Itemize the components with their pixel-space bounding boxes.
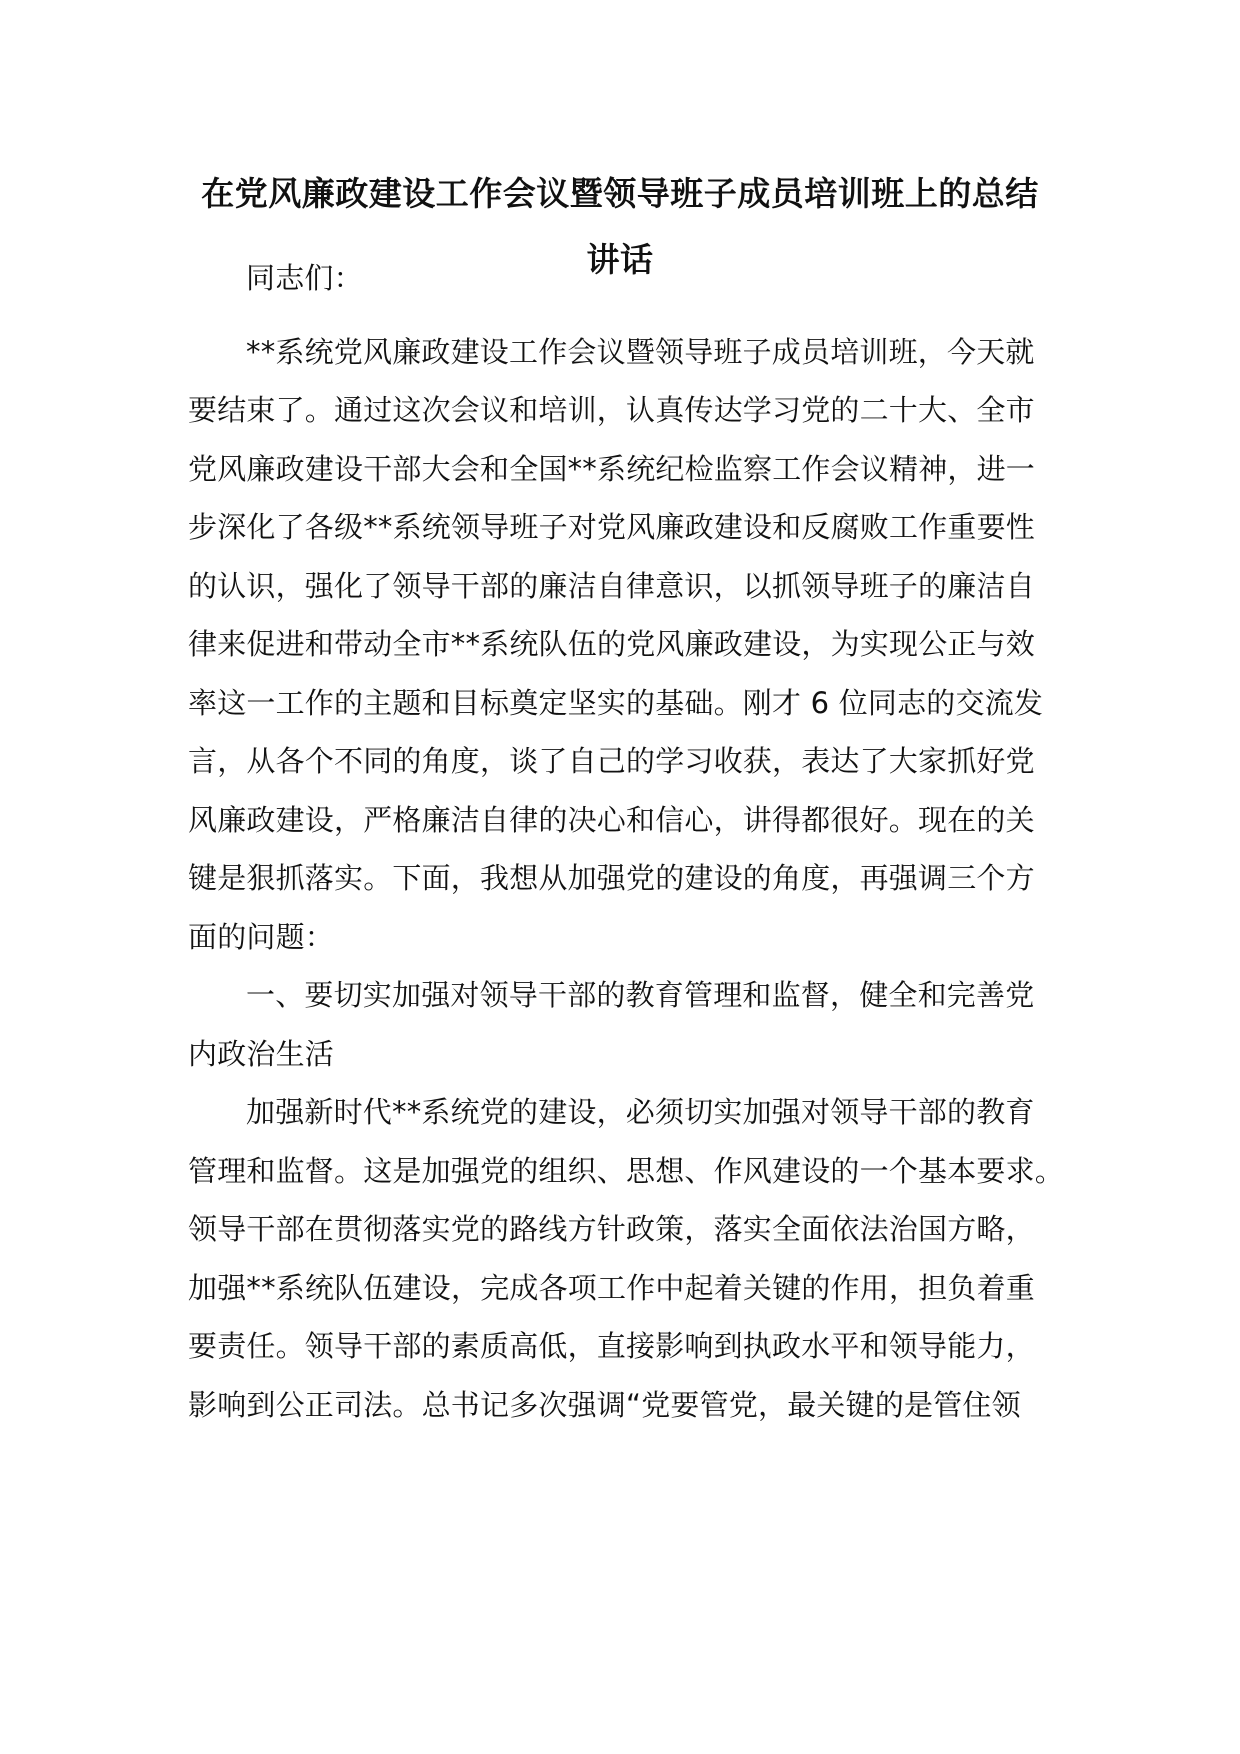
body-line: 同志们： (246, 261, 363, 295)
body-line: 影响到公正司法。总书记多次强调“党要管党，最关键的是管住领 (188, 1388, 1021, 1422)
body-line: 风廉政建设，严格廉洁自律的决心和信心，讲得都很好。现在的关 (188, 803, 1035, 837)
body-line: 的认识，强化了领导干部的廉洁自律意识，以抓领导班子的廉洁自 (188, 569, 1035, 603)
body-line: 加强**系统队伍建设，完成各项工作中起着关键的作用，担负着重 (188, 1271, 1036, 1305)
document-title-line-2: 讲话 (586, 240, 654, 279)
body-line: 要责任。领导干部的素质高低，直接影响到执政水平和领导能力， (188, 1329, 1035, 1363)
body-line: 步深化了各级**系统领导班子对党风廉政建设和反腐败工作重要性 (188, 510, 1036, 544)
body-line: 加强新时代**系统党的建设，必须切实加强对领导干部的教育 (246, 1095, 1035, 1129)
section-heading-line: 一、要切实加强对领导干部的教育管理和监督，健全和完善党 (246, 978, 1035, 1012)
body-line: 领导干部在贯彻落实党的路线方针政策，落实全面依法治国方略， (188, 1212, 1035, 1246)
body-line: 律来促进和带动全市**系统队伍的党风廉政建设，为实现公正与效 (188, 627, 1036, 661)
body-line: 党风廉政建设干部大会和全国**系统纪检监察工作会议精神，进一 (188, 452, 1036, 486)
body-line: 管理和监督。这是加强党的组织、思想、作风建设的一个基本要求。 (188, 1154, 1065, 1188)
body-line: 键是狠抓落实。下面，我想从加强党的建设的角度，再强调三个方 (188, 861, 1035, 895)
body-line: **系统党风廉政建设工作会议暨领导班子成员培训班，今天就 (246, 335, 1035, 369)
body-line: 言，从各个不同的角度，谈了自己的学习收获，表达了大家抓好党 (188, 744, 1035, 778)
body-line: 面的问题： (188, 920, 335, 954)
body-line: 要结束了。通过这次会议和培训，认真传达学习党的二十大、全市 (188, 393, 1035, 427)
document-title-line-1: 在党风廉政建设工作会议暨领导班子成员培训班上的总结 (201, 174, 1039, 213)
body-line: 率这一工作的主题和目标奠定坚实的基础。刚才 6 位同志的交流发 (188, 686, 1044, 720)
section-heading-line: 内政治生活 (188, 1037, 335, 1071)
